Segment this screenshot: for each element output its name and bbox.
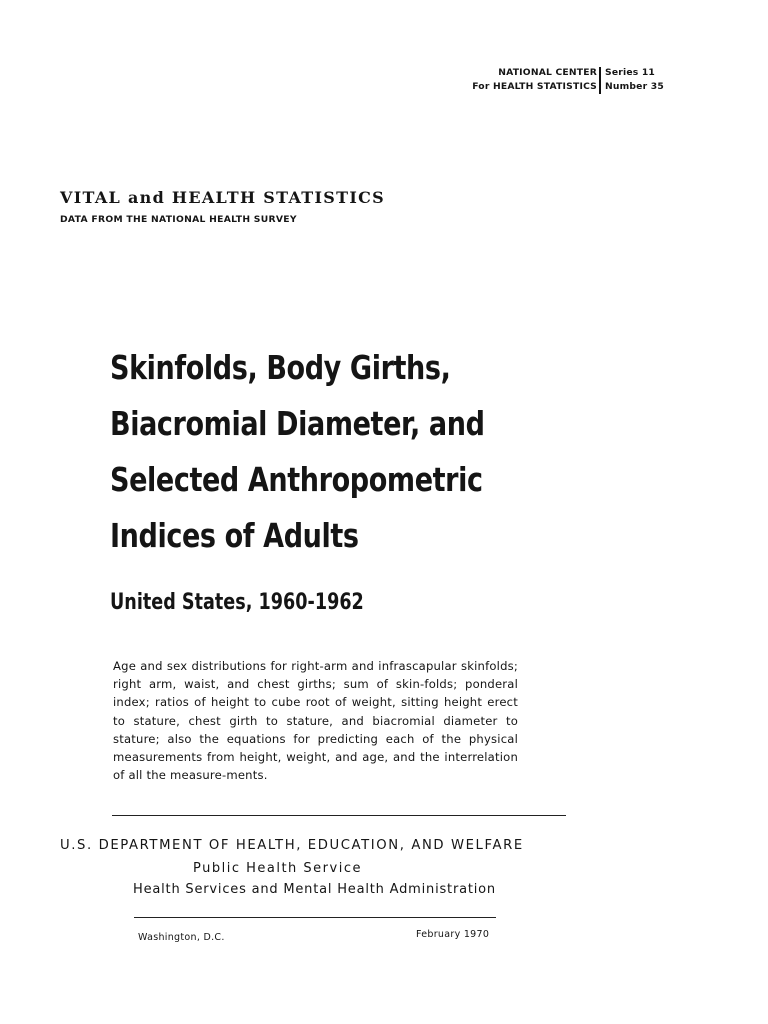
series-divider bbox=[599, 67, 601, 94]
agency-line-1: NATIONAL CENTER bbox=[498, 67, 597, 78]
series-block bbox=[455, 66, 685, 96]
department-name: U.S. DEPARTMENT OF HEALTH, EDUCATION, AND WELFARE bbox=[60, 838, 524, 853]
masthead-subtitle: DATA FROM THE NATIONAL HEALTH SURVEY bbox=[60, 214, 297, 225]
title-line-1: Skinfolds, Body Girths, bbox=[110, 348, 451, 387]
divider-rule bbox=[112, 815, 566, 816]
agency-name bbox=[455, 66, 597, 94]
series-label: Series 11 bbox=[605, 67, 656, 78]
footer-rule bbox=[134, 917, 496, 918]
publication-place: Washington, D.C. bbox=[138, 932, 225, 943]
masthead-title: VITAL and HEALTH STATISTICS bbox=[60, 188, 386, 207]
number-label: Number 35 bbox=[605, 81, 664, 92]
document-subtitle: United States, 1960-1962 bbox=[110, 590, 364, 615]
document-title bbox=[110, 340, 570, 564]
document-abstract: Age and sex distributions for right-arm and infrascapular skinfolds; right arm, waist, and chest girths; sum of skin-folds; ponderal index; ratios of height to cube root of weight, sitting height erect to stature, chest girth to stature, and biacromial diameter to stature; also the equations for predicting each of the physical measurements from height, weight, and age, and the interrelation of all the measure-ments. bbox=[113, 659, 518, 783]
service-name: Public Health Service bbox=[193, 861, 362, 876]
title-line-4: Indices of Adults bbox=[110, 516, 359, 555]
series-number bbox=[605, 66, 685, 94]
agency-line-2: For HEALTH STATISTICS bbox=[472, 81, 597, 92]
title-line-2: Biacromial Diameter, and bbox=[110, 404, 485, 443]
title-line-3: Selected Anthropometric bbox=[110, 460, 483, 499]
administration-name: Health Services and Mental Health Administration bbox=[133, 882, 496, 897]
publication-date: February 1970 bbox=[416, 929, 490, 940]
